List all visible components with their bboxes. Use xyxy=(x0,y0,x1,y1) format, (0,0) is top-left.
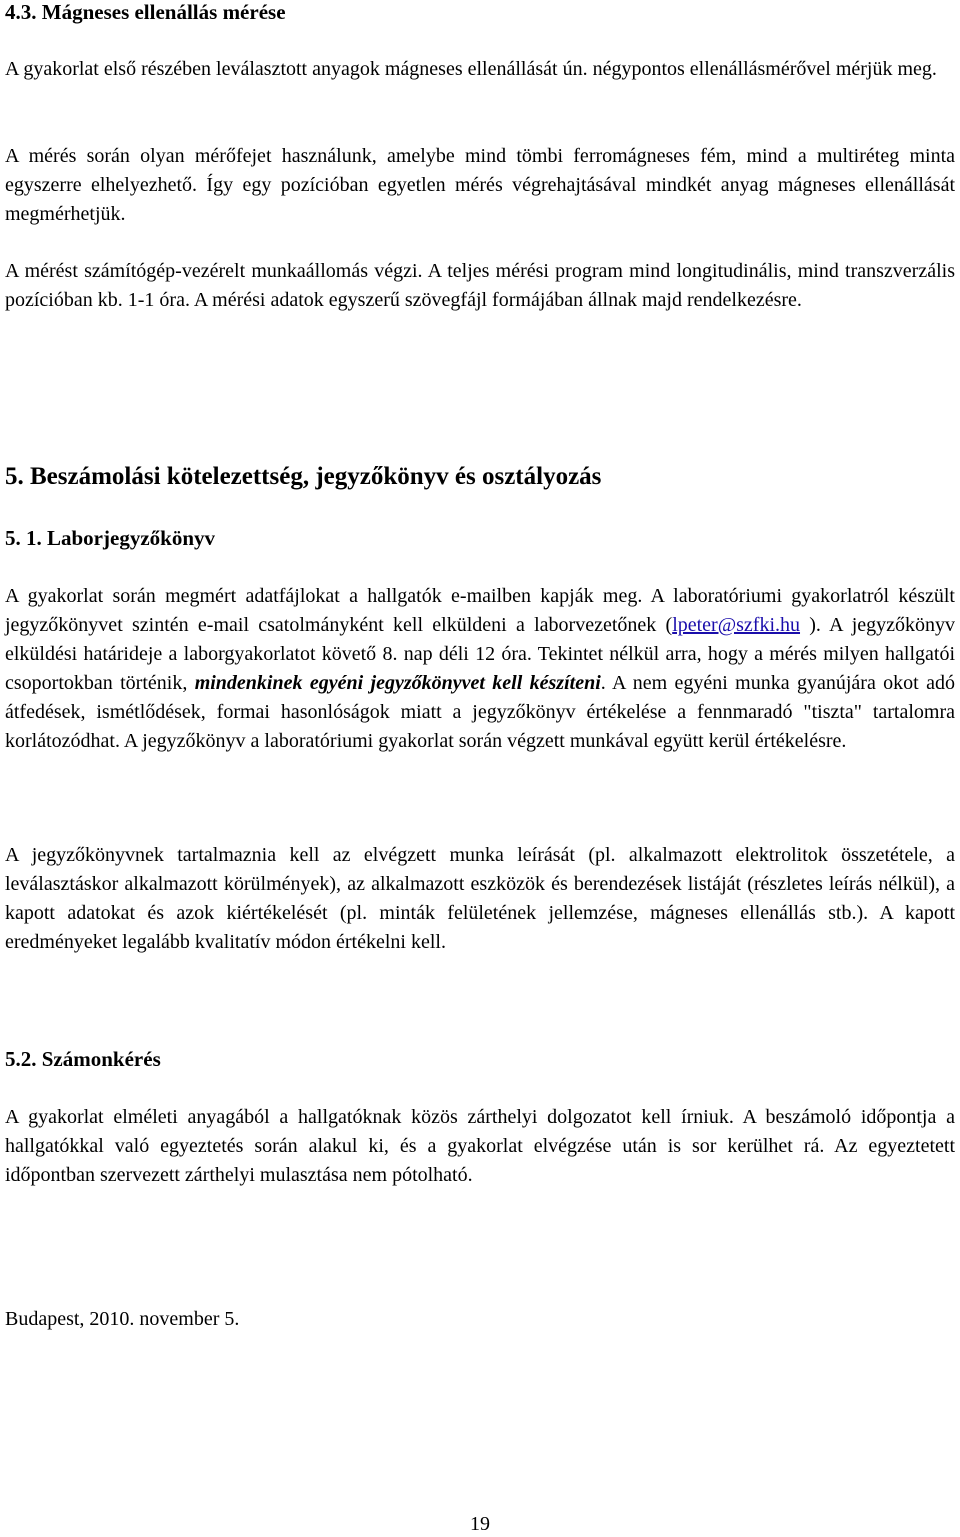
section-5-1-paragraph-2: A jegyzőkönyvnek tartalmaznia kell az elvégzett munka leírását (pl. alkalmazott elektrolitok összetétele, a leválasztáskor alkalmazott körülmények), az alkalmazott eszközök és berendezések listáját (részletes leírás nélkül), a kapott adatokat és azok kiértékelését (pl. minták felületének jellemzése, mágneses ellenállás stb.). A kapott eredményeket legalább kvalitatív módon értékelni kell. xyxy=(5,844,955,953)
section-4-3-paragraph-1: A gyakorlat első részében leválasztott anyagok mágneses ellenállását ún. négypontos ellenállásmérővel mérjük meg. xyxy=(5,58,937,80)
section-4-3-heading: 4.3. Mágneses ellenállás mérése xyxy=(5,0,286,24)
section-4-3-paragraph-2: A mérés során olyan mérőfejet használunk, amelybe mind tömbi ferromágneses fém, mind a multiréteg minta egyszerre elhelyezhető. Így egy pozícióban egyetlen mérés végrehajtásával mindkét anyag mágneses ellenállását megmérhetjük. xyxy=(5,145,955,225)
section-5-1-paragraph-1 xyxy=(5,582,955,756)
page-number: 19 xyxy=(470,1513,490,1535)
section-5-2-heading: 5.2. Számonkérés xyxy=(5,1047,161,1071)
emphasized-requirement: mindenkinek egyéni jegyzőkönyvet kell készíteni xyxy=(194,672,601,694)
section-5-2-paragraph-1: A gyakorlat elméleti anyagából a hallgatóknak közös zárthelyi dolgozatot kell írniuk. A beszámoló időpontja a hallgatókkal való egyeztetés során alakul ki, és a gyakorlat elvégzése után is sor kerülhet rá. Az egyeztetett időpontban szervezett zárthelyi mulasztása nem pótolható. xyxy=(5,1106,955,1186)
section-4-3-paragraph-3: A mérést számítógép-vezérelt munkaállomás végzi. A teljes mérési program mind longitudinális, mind transzverzális pozícióban kb. 1-1 óra. A mérési adatok egyszerű szövegfájl formájában állnak majd rendelkezésre. xyxy=(5,260,955,311)
section-5-heading: 5. Beszámolási kötelezettség, jegyzőkönyv és osztályozás xyxy=(5,463,602,490)
paragraph-text: . A nem egyéni munka gyanújára okot adó átfedések, ismétlődések, formai hasonlóságok miatt a jegyzőkönyv értékelése a fennmaradó "tiszta" tartalomra korlátozódhat. A jegyzőkönyv a laboratóriumi gyakorlat során végzett munkával együtt kerül értékelésre. xyxy=(5,672,955,752)
section-5-1-heading: 5. 1. Laborjegyzőkönyv xyxy=(5,526,215,550)
signoff-place-date: Budapest, 2010. november 5. xyxy=(5,1308,240,1330)
paragraph-text: ). A jegyzőkönyv elküldési határideje a laborgyakorlatot követő 8. nap déli 12 óra. Tekintet nélkül arra, hogy a mérés milyen hallgatói csoportokban történik, xyxy=(5,614,955,694)
email-link[interactable]: lpeter@szfki.hu xyxy=(672,614,801,636)
paragraph-text: A gyakorlat során megmért adatfájlokat a hallgatók e-mailben kapják meg. A laboratóriumi gyakorlatról készült jegyzőkönyvet szintén e-mail csatolmányként kell elküldeni a laborvezetőnek ( xyxy=(5,585,955,636)
